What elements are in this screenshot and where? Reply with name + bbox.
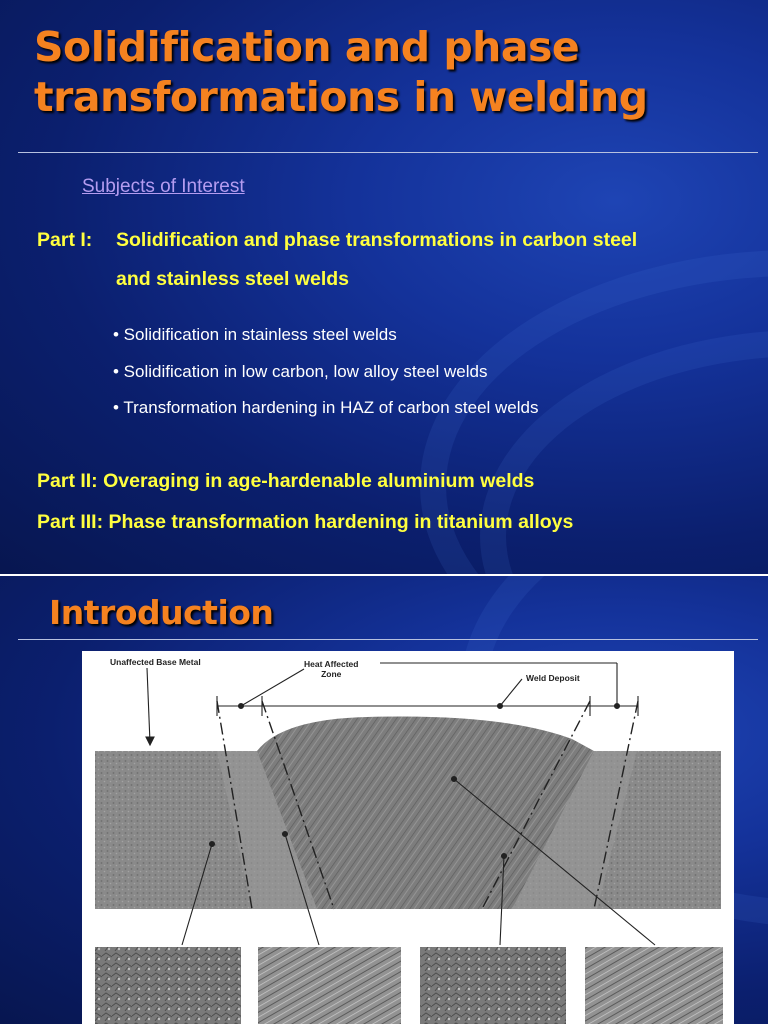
micrograph-haz (258, 947, 401, 1024)
label-unaffected-base-metal: Unaffected Base Metal (110, 657, 201, 667)
subjects-of-interest-link[interactable]: Subjects of Interest (82, 176, 245, 197)
label-haz-line-2: Zone (321, 669, 342, 679)
slide-2 (0, 576, 768, 1024)
weld-cross-section-figure (82, 651, 734, 1024)
label-heat-affected-zone (304, 659, 358, 679)
title-line-1: Solidification and phase (34, 23, 580, 71)
label-weld-deposit: Weld Deposit (526, 673, 580, 683)
bullet-item: • Solidification in stainless steel welds (113, 325, 397, 344)
bullet-item: • Solidification in low carbon, low alloy steel welds (113, 362, 488, 381)
weld-diagram (82, 651, 734, 1024)
title-divider (18, 152, 758, 153)
slide-title (34, 22, 648, 122)
bullet-item: • Transformation hardening in HAZ of carbon steel welds (113, 398, 539, 417)
part-2-line: Part II: Overaging in age-hardenable aluminium welds (37, 470, 535, 492)
part-3-line: Part III: Phase transformation hardening in titanium alloys (37, 511, 574, 533)
part-1-label: Part I: (37, 229, 93, 251)
part-1-line-2: and stainless steel welds (116, 268, 350, 290)
micrograph-base-metal (95, 947, 241, 1024)
micrograph-weld (585, 947, 723, 1024)
title-line-2: transformations in welding (34, 73, 648, 121)
slide-title: Introduction (49, 593, 274, 632)
title-divider (18, 639, 758, 640)
part-1-line-1: Solidification and phase transformations in carbon steel (116, 229, 638, 251)
micrograph-fusion (420, 947, 566, 1024)
label-haz-line-1: Heat Affected (304, 659, 359, 669)
